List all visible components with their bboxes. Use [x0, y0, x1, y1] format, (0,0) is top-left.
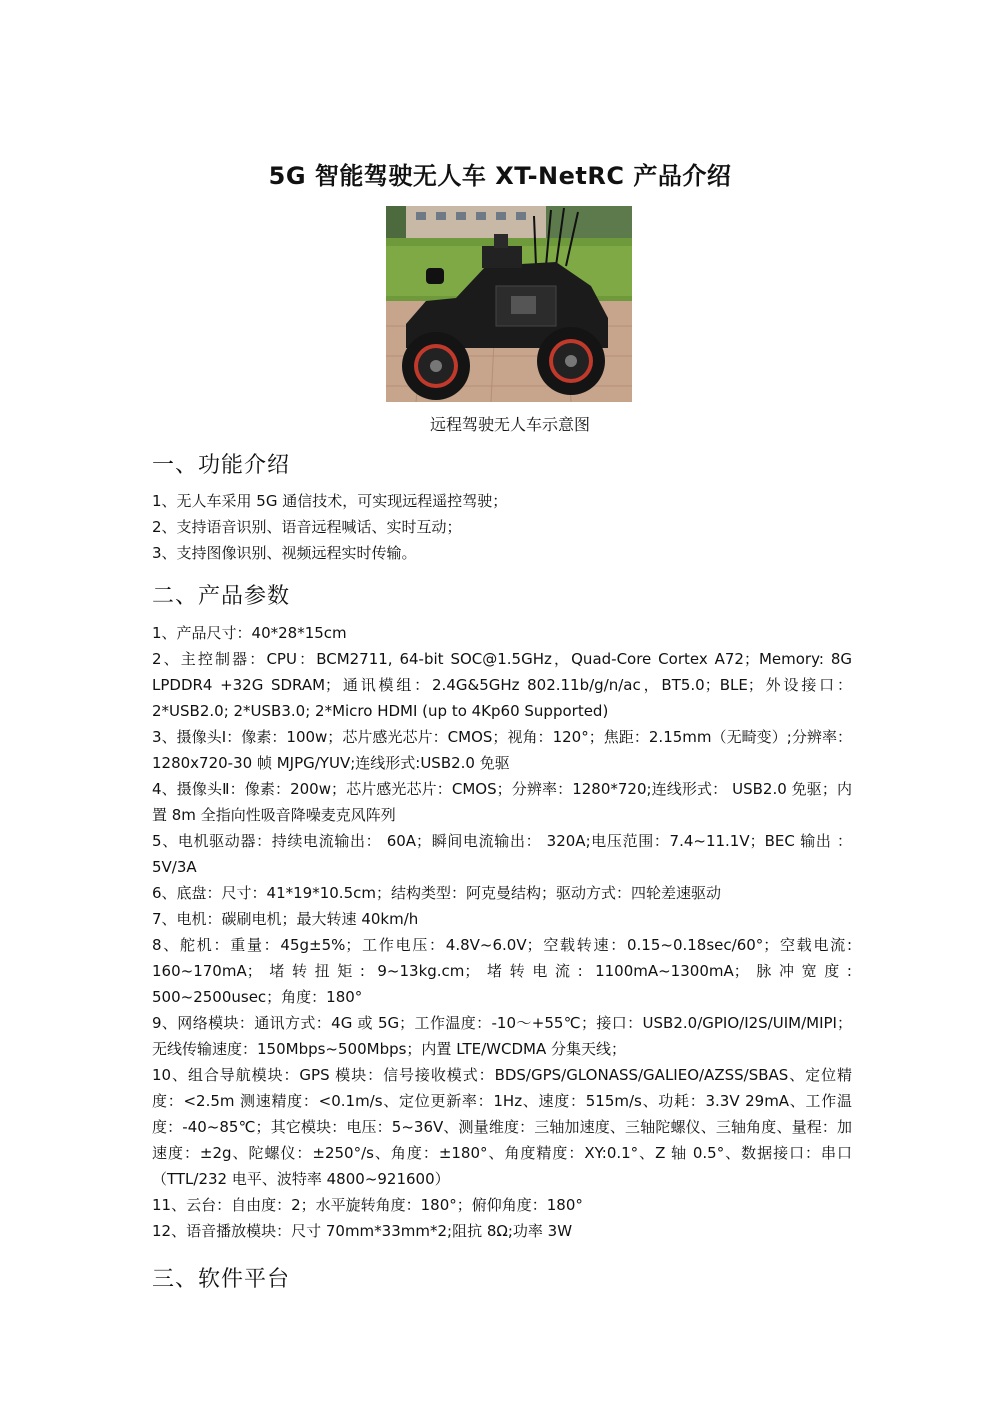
list-item: 7、电机：碳刷电机；最大转速 40km/h	[152, 910, 419, 928]
list-item: 2、主控制器：CPU：BCM2711, 64-bit SOC@1.5GHz，Quad-Core Cortex A72；Memory: 8G LPDDR4 +32G SDRAM；通讯模组：2.4G&5GHz 802.11b/g/n/ac，BT5.0；BLE；外设接口：2*USB2.0; 2*USB3.0; 2*Micro HDMI (up to 4Kp60 Supported)	[152, 650, 852, 720]
figure-caption: 远程驾驶无人车示意图	[429, 415, 590, 434]
list-item: 1、产品尺寸：40*28*15cm	[152, 624, 347, 642]
list-item: 10、组合导航模块：GPS 模块：信号接收模式：BDS/GPS/GLONASS/GALIEO/AZSS/SBAS、定位精度：<2.5m 测速精度：<0.1m/s、定位更新率：1Hz、速度：515m/s、功耗：3.3V 29mA、工作温度：-40~85℃；其它模块：电压：5~36V、测量维度：三轴加速度、三轴陀螺仪、三轴角度、量程：加速度：±2g、陀螺仪：±250°/s、角度：±180°、角度精度：XY:0.1°、Z 轴 0.5°、数据接口：串口（TTL/232 电平、波特率 4800~921600）	[152, 1066, 852, 1188]
list-item: 1、无人车采用 5G 通信技术，可实现远程遥控驾驶；	[152, 492, 508, 510]
list-item: 9、网络模块：通讯方式：4G 或 5G；工作温度：-10～+55℃；接口：USB2.0/GPIO/I2S/UIM/MIPI；无线传输速度：150Mbps~500Mbps；内置 LTE/WCDMA 分集天线；	[152, 1014, 852, 1058]
section-heading-params: 二、产品参数	[152, 584, 291, 609]
params-list	[152, 620, 852, 1244]
list-item: 12、语音播放模块：尺寸 70mm*33mm*2;阻抗 8Ω;功率 3W	[152, 1222, 573, 1240]
list-item: 3、支持图像识别、视频远程实时传输。	[152, 544, 417, 562]
list-item: 5、电机驱动器：持续电流输出： 60A；瞬间电流输出： 320A;电压范围：7.4~11.1V；BEC 输出 ：5V/3A	[152, 832, 852, 876]
document-title: 5G 智能驾驶无人车 XT-NetRC 产品介绍	[268, 162, 732, 190]
list-item: 4、摄像头Ⅱ：像素：200w；芯片感光芯片：CMOS；分辨率：1280*720;连线形式： USB2.0 免驱；内置 8m 全指向性吸音降噪麦克风阵列	[152, 780, 852, 824]
rc-car-photo	[386, 206, 632, 402]
list-item: 11、云台：自由度：2；水平旋转角度：180°；俯仰角度：180°	[152, 1196, 583, 1214]
list-item: 6、底盘：尺寸：41*19*10.5cm；结构类型：阿克曼结构；驱动方式：四轮差速驱动	[152, 884, 721, 902]
list-item: 3、摄像头Ⅰ：像素：100w；芯片感光芯片：CMOS；视角：120°；焦距：2.15mm（无畸变）;分辨率：1280x720-30 帧 MJPG/YUV;连线形式:USB2.0 免驱	[152, 728, 852, 772]
list-item: 2、支持语音识别、语音远程喊话、实时互动；	[152, 518, 462, 536]
section-heading-software: 三、软件平台	[152, 1267, 291, 1292]
section-heading-features: 一、功能介绍	[152, 453, 291, 478]
list-item: 8、舵机：重量：45g±5%；工作电压：4.8V~6.0V；空载转速：0.15~0.18sec/60°；空载电流: 160~170mA；堵转扭矩: 9~13kg.cm；堵转电流: 1100mA~1300mA；脉冲宽度: 500~2500usec；角度：180°	[152, 936, 852, 1006]
features-list	[152, 488, 852, 566]
